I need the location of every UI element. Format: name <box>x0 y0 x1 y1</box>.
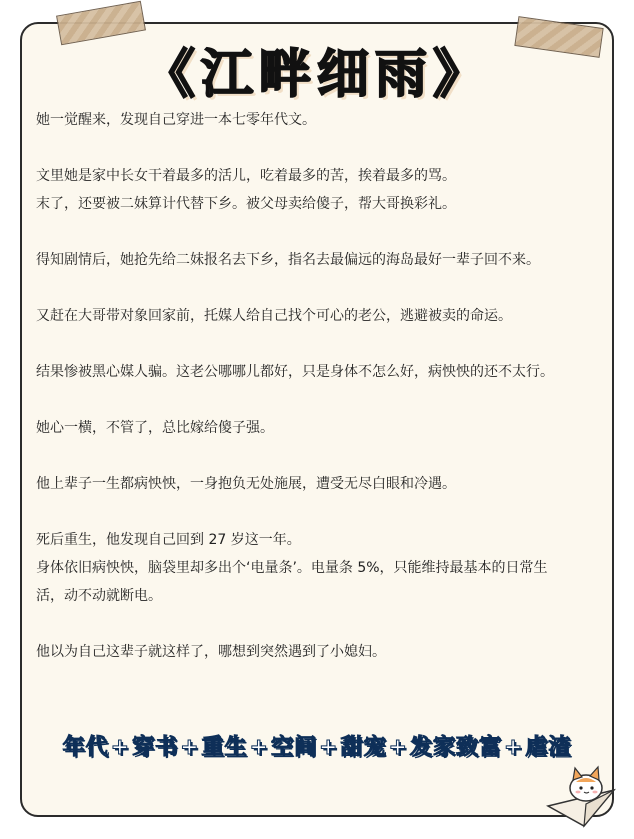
genre-tag: 甜宠 <box>340 735 387 760</box>
paragraph <box>36 526 602 610</box>
paragraph-line: 他上辈子一生都病怏怏，一身抱负无处施展，遭受无尽白眼和冷遇。 <box>36 476 456 492</box>
paragraph <box>36 470 602 498</box>
tag-separator: + <box>110 735 131 760</box>
paragraph-line: 文里她是家中长女干着最多的活儿，吃着最多的苦，挨着最多的骂。 <box>36 168 456 184</box>
tag-separator: + <box>388 735 408 760</box>
tag-separator: + <box>249 735 269 760</box>
tag-separator: + <box>180 735 200 760</box>
paragraph-line: 活，动不动就断电。 <box>36 588 162 604</box>
paragraph <box>36 162 602 218</box>
synopsis <box>36 106 602 694</box>
paragraph <box>36 302 602 330</box>
paragraph-line: 她一觉醒来，发现自己穿进一本七零年代文。 <box>36 112 316 128</box>
tag-separator: + <box>319 735 339 760</box>
paragraph <box>36 638 602 666</box>
genre-tag: 穿书 <box>132 735 179 760</box>
paragraph-line: 死后重生，他发现自己回到 27 岁这一年。 <box>36 532 301 548</box>
paragraph-line: 末了，还要被二妹算计代替下乡。被父母卖给傻子，帮大哥换彩礼。 <box>36 196 456 212</box>
paragraph-line: 得知剧情后，她抢先给二妹报名去下乡，指名去最偏远的海岛最好一辈子回不来。 <box>36 252 540 268</box>
paragraph <box>36 358 602 386</box>
paragraph-line: 又赶在大哥带对象回家前，托媒人给自己找个可心的老公，逃避被卖的命运。 <box>36 308 512 324</box>
genre-tag: 年代 <box>62 735 109 760</box>
cat-paper-plane-icon <box>546 760 616 830</box>
tag-separator: + <box>503 735 524 760</box>
paragraph-line: 她心一横，不管了，总比嫁给傻子强。 <box>36 420 274 436</box>
paragraph-line: 身体依旧病怏怏，脑袋里却多出个‘电量条’。电量条 5%，只能维持最基本的日常生 <box>36 560 548 576</box>
paragraph-line: 他以为自己这辈子就这样了，哪想到突然遇到了小媳妇。 <box>36 644 386 660</box>
paragraph-line: 结果惨被黑心媒人骗。这老公哪哪儿都好，只是身体不怎么好，病怏怏的还不太行。 <box>36 364 554 380</box>
paragraph <box>36 246 602 274</box>
tag-line <box>0 730 634 761</box>
genre-tag: 虐渣 <box>525 735 572 760</box>
book-title: 《江畔细雨》 <box>142 45 491 105</box>
paragraph <box>36 106 602 134</box>
paragraph <box>36 414 602 442</box>
genre-tag: 发家致富 <box>409 735 502 760</box>
genre-tag: 空间 <box>270 735 317 760</box>
genre-tag: 重生 <box>201 735 248 760</box>
